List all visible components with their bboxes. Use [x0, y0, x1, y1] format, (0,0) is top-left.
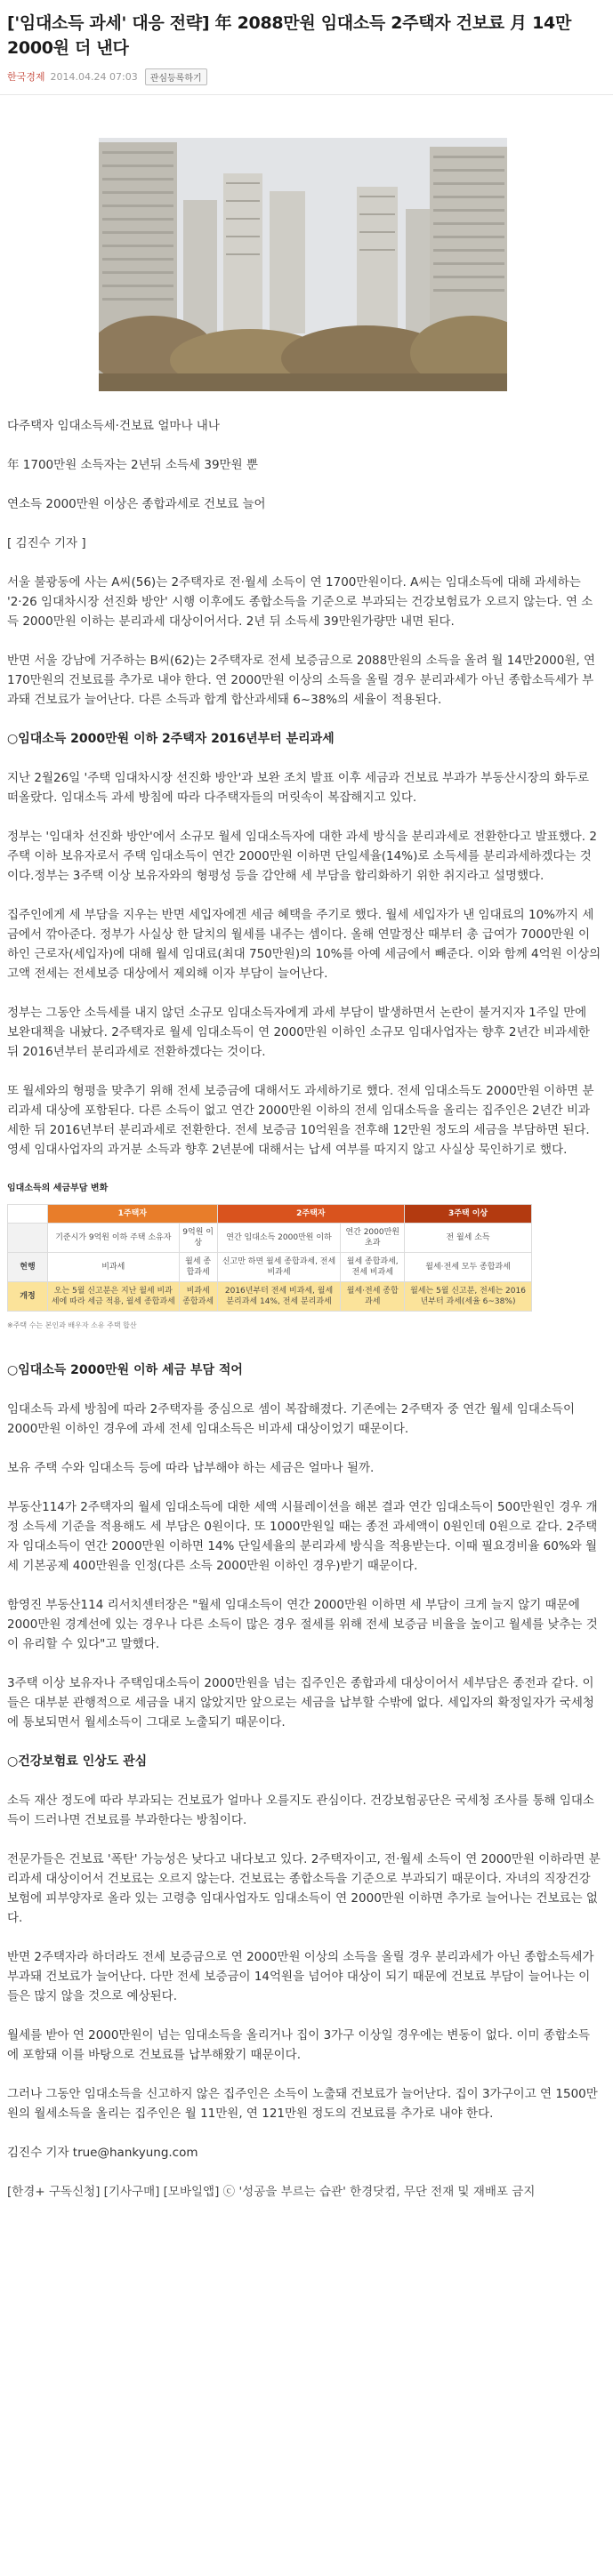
paragraph: 지난 2월26일 '주택 임대차시장 선진화 방안'과 보완 조치 발표 이후 세금과 건보료 부과가 부동산시장의 화두로 떠올랐다. 임대소득 과세 방침에 따라 다주택자들의 머릿속이 복잡해지고 있다.: [7, 771, 590, 805]
article-date: 2014.04.24 07:03: [50, 70, 138, 83]
table-cell: 연간 임대소득 2000만원 이하: [217, 1224, 341, 1253]
paragraph: 임대소득 과세 방침에 따라 2주택자를 중심으로 셈이 복잡해졌다. 기존에는 2주택자 중 연간 월세 임대소득이 2000만원 이하인 경우에 과세 전세 임대소득은 비과세 대상이었기 때문이다.: [7, 1402, 576, 1436]
table-cell: 연간 2000만원 초과: [341, 1224, 405, 1253]
article-source[interactable]: 한국경제: [7, 71, 45, 83]
apartment-photo-illustration: [99, 138, 507, 391]
article-subtitle-3: 연소득 2000만원 이상은 종합과세로 건보료 늘어: [7, 497, 266, 511]
table-cell: 월세·전세 모두 종합과세: [405, 1253, 532, 1282]
paragraph: 정부는 '임대차 선진화 방안'에서 소규모 월세 임대소득자에 대한 과세 방식을 분리과세로 전환한다고 발표했다. 2주택 이하 보유자로서 주택 임대소득이 연간 2000만원 이하면 단일세율(14%)로 소득세를 분리과세하겠다는 것이다.정부는 3주택 이상 보유자와의 형평성 등을 감안해 세 부담을 합리화하기 위한 취지라고 설명했다.: [7, 830, 597, 883]
table-cell: 신고만 하면 월세 종합과세, 전세 비과세: [217, 1253, 341, 1282]
table-cell: 비과세 종합과세: [179, 1282, 217, 1312]
table-cell: [8, 1224, 48, 1253]
paragraph: 보유 주택 수와 임대소득 등에 따라 납부해야 하는 세금은 얼마나 될까.: [7, 1461, 375, 1475]
section-heading: ○건강보험료 인상도 관심: [7, 1754, 148, 1769]
article-byline: [ 김진수 기자 ]: [7, 536, 86, 550]
table-header: 3주택 이상: [405, 1205, 532, 1224]
paragraph: 정부는 그동안 소득세를 내지 않던 소규모 임대소득자에게 과세 부담이 발생하면서 논란이 불거지자 1주일 만에 보완대책을 내놨다. 2주택자로 월세 임대소득이 연 2000만원 이하인 소규모 임대사업자는 향후 2년간 비과세한 뒤 2016년부터 분리과세로 전환하겠다는 것이다.: [7, 1006, 591, 1059]
table-header-row: [8, 1205, 532, 1224]
table-cell: 월세·전세 종합과세: [341, 1282, 405, 1312]
paragraph: 월세를 받아 연 2000만원이 넘는 임대소득을 올리거나 집이 3가구 이상일 경우에는 변동이 없다. 이미 종합소득에 포함돼 이를 바탕으로 건보료를 납부해왔기 때문이다.: [7, 2028, 591, 2062]
article-subtitle-2: 年 1700만원 소득자는 2년뒤 소득세 39만원 뿐: [7, 458, 258, 472]
paragraph: 그러나 그동안 임대소득을 신고하지 않은 집주인은 소득이 노출돼 건보료가 늘어난다. 집이 3가구이고 연 1500만원의 월세소득을 올리는 집주인은 월 11만원, 연 121만원 정도의 건보료를 추가로 내야 한다.: [7, 2087, 598, 2121]
tax-burden-table: [7, 1179, 532, 1336]
article-headline: ['임대소득 과세' 대응 전략] 年 2088만원 임대소득 2주택자 건보료 月 14만2000원 더 낸다: [7, 13, 572, 58]
paragraph: 부동산114가 2주택자의 월세 임대소득에 대한 세액 시뮬레이션을 해본 결과 연간 임대소득이 500만원인 경우 개정 소득세 기준을 적용해도 세 부담은 0원이다. 또 1000만원일 때는 종전 과세액이 0원인데 0원으로 같다. 2주택자 임대소득이 연간 2000만원 이하면 14% 단일세율의 분리과세 방식을 적용받는다. 이때 필요경비율 60%와 월세 기본공제 400만원을 인정(다른 소득 2000만원 이하인 경우)받기 때문이다.: [7, 1500, 598, 1573]
table-cell: 기준시가 9억원 이하 주택 소유자: [48, 1224, 180, 1253]
table-cell: 9억원 이상: [179, 1224, 217, 1253]
table-cell: 2016년부터 전세 비과세, 월세 분리과세 14%, 전세 분리과세: [217, 1282, 341, 1312]
meta-divider: [0, 94, 613, 95]
table-row: [8, 1253, 532, 1282]
table-title: 임대소득의 세금부담 변화: [7, 1184, 109, 1193]
table-cell: 월세 종합과세: [179, 1253, 217, 1282]
table-cell: 월세는 5월 신고분, 전세는 2016년부터 과세(세율 6~38%): [405, 1282, 532, 1312]
reporter-email[interactable]: 김진수 기자 true@hankyung.com: [7, 2146, 198, 2160]
table-cell: 오는 5월 신고분은 지난 월세 비과세에 따라 세금 적용, 월세 종합과세: [48, 1282, 180, 1312]
paragraph: 반면 2주택자라 하더라도 전세 보증금으로 연 2000만원 이상의 소득을 올릴 경우 분리과세가 아닌 종합소득세가 부과돼 건보료가 늘어난다. 다만 전세 보증금이 14억원을 넘어야 대상이 되기 때문에 건보료 부담이 늘어나는 이들은 많지 않을 것으로 예상된다.: [7, 1950, 594, 2003]
table-cell: 개정: [8, 1282, 48, 1312]
table-cell: 전 월세 소득: [405, 1224, 532, 1253]
section-heading: ○임대소득 2000만원 이하 세금 부담 적어: [7, 1363, 243, 1377]
table-cell: 현행: [8, 1253, 48, 1282]
paragraph: 집주인에게 세 부담을 지우는 반면 세입자에겐 세금 혜택을 주기로 했다. 월세 세입자가 낸 임대료의 10%까지 세금에서 깎아준다. 정부가 사실상 한 달치의 월세를 내주는 셈이다. 올해 연말정산 때부터 총 급여가 7000만원 이하인 근로자(세입자)에 대해 월세 임대료(최대 750만원)의 10%를 아예 세금에서 빼준다. 이와 함께 4억원 이상의 고액 전세는 전세보증 대상에서 제외해 이자 부담이 늘어난다.: [7, 908, 601, 981]
table-row: [8, 1224, 532, 1253]
table-note: ※주택 수는 본인과 배우자 소유 주택 합산: [7, 1321, 137, 1329]
table-row: [8, 1282, 532, 1312]
paragraph: 3주택 이상 보유자나 주택임대소득이 2000만원을 넘는 집주인은 종합과세 대상이어서 세부담은 종전과 같다. 이들은 대부분 관행적으로 세금을 내지 않았지만 앞으로는 세금을 납부할 수밖에 없다. 세입자의 확정일자가 국세청에 통보되면서 월세소득이 그대로 노출되기 때문이다.: [7, 1676, 594, 1729]
table-header: 1주택자: [48, 1205, 218, 1224]
article-footer[interactable]: [한경+ 구독신청] [기사구매] [모바일앱] ⓒ '성공을 부르는 습관' 한경닷컴, 무단 전재 및 재배포 금지: [7, 2185, 536, 2199]
bookmark-button[interactable]: 관심등록하기: [145, 68, 207, 85]
paragraph: 반면 서울 강남에 거주하는 B씨(62)는 2주택자로 전세 보증금으로 2088만원의 소득을 올려 월 14만2000원, 연 170만원의 건보료를 추가로 내야 한다. 연 2000만원 이상의 소득을 올릴 경우 분리과세가 아닌 종합소득세가 부과돼 건보료가 늘어난다. 다른 소득과 합계 합산과세돼 6~38%의 세율이 적용된다.: [7, 654, 596, 707]
paragraph: 소득 재산 정도에 따라 부과되는 건보료가 얼마나 오를지도 관심이다. 건강보험공단은 국세청 조사를 통해 임대소득이 드러나면 건보료를 부과한다는 방침이다.: [7, 1794, 594, 1827]
article-subtitle-1: 다주택자 임대소득세·건보료 얼마나 내나: [7, 419, 220, 433]
paragraph: 함영진 부동산114 리서치센터장은 "월세 임대소득이 연간 2000만원 이하면 세 부담이 크게 늘지 않기 때문에 2000만원 경계선에 있는 경우나 다른 소득이 많은 경우 절세를 위해 전세 보증금 비율을 높이고 월세를 낮추는 것이 유리할 수 있다"고 말했다.: [7, 1598, 598, 1651]
article-photo: [99, 138, 507, 391]
article-body: [7, 416, 601, 2221]
paragraph: 서울 불광동에 사는 A씨(56)는 2주택자로 전·월세 소득이 연 1700만원이다. A씨는 임대소득에 대해 과세하는 '2·26 임대차시장 선진화 방안' 시행 이후에도 종합소득을 기준으로 부과되는 건강보험료가 오르지 않는다. 연 소득 2000만원 이하는 분리과세 대상이어서다. 2년 뒤 소득세 39만원가량만 내면 된다.: [7, 575, 593, 629]
table-cell: 월세 종합과세, 전세 비과세: [341, 1253, 405, 1282]
article-meta: [0, 60, 613, 85]
table-header: 2주택자: [217, 1205, 404, 1224]
paragraph: 또 월세와의 형평을 맞추기 위해 전세 보증금에 대해서도 과세하기로 했다. 전세 임대소득도 2000만원 이하면 분리과세 대상에 포함된다. 다른 소득이 없고 연간 2000만원 이하의 전세 임대소득을 올리는 집주인은 2년간 비과세한 뒤 2016년부터 분리과세로 전환한다. 전세 보증금 10억원을 전후해 12만원 정도의 세금을 부담하면 된다. 영세 임대사업자의 과거분 소득과 향후 2년분에 대해서는 납세 여부를 따지지 않고 사실상 묵인하기로 했다.: [7, 1084, 594, 1157]
paragraph: 전문가들은 건보료 '폭탄' 가능성은 낮다고 내다보고 있다. 2주택자이고, 전·월세 소득이 연 2000만원 이하라면 분리과세 대상이어서 건보료는 오르지 않는다. 건보료는 종합소득을 기준으로 부과되기 때문이다. 자녀의 직장건강보험에 피부양자로 올라 있는 고령층 임대사업자도 임대소득이 연 2000만원 이하면 추가로 늘어나는 건보료는 없다.: [7, 1852, 601, 1925]
section-heading: ○임대소득 2000만원 이하 2주택자 2016년부터 분리과세: [7, 732, 335, 746]
tax-table: [7, 1204, 532, 1312]
table-cell: 비과세: [48, 1253, 180, 1282]
table-header: [8, 1205, 48, 1224]
